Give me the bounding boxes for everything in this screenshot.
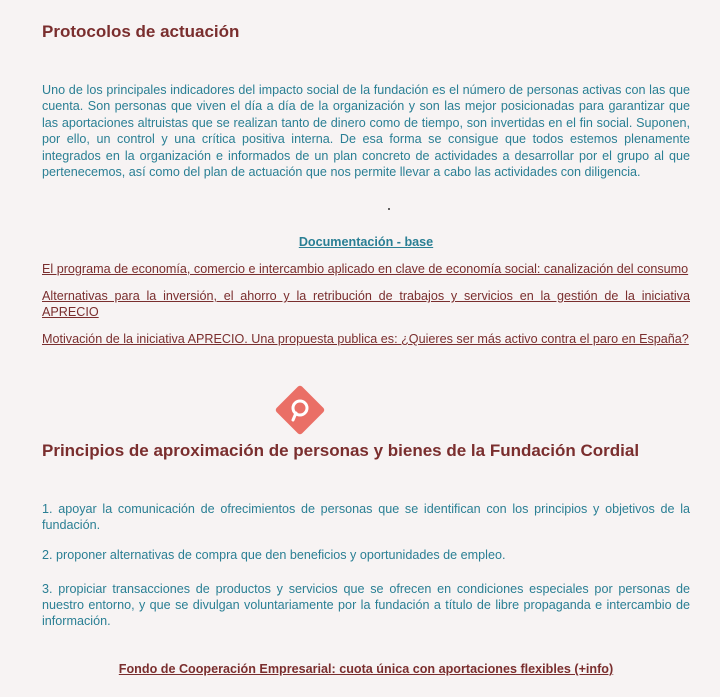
fondo-cooperacion-link[interactable]: Fondo de Cooperación Empresarial: cuota única con aportaciones flexibles (+info) xyxy=(118,662,614,676)
list-item xyxy=(42,261,690,277)
map-marker-icon[interactable] xyxy=(270,380,330,440)
list-item: 1. apoyar la comunicación de ofrecimientos de personas que se identifican con los principios y objetivos de la fundación. xyxy=(42,502,690,532)
doc-link-motivacion[interactable]: Motivación de la iniciativa APRECIO. Una propuesta publica es: ¿Quieres ser más activo contra el paro en España? xyxy=(42,332,689,346)
list-item: 3. propiciar transacciones de productos y servicios que se ofrecen en condiciones especiales por personas de nuestro entorno, y que se divulgan voluntariamente por la fundación a título de libre propaganda e intercambio de información. xyxy=(42,582,690,628)
section-title-principios: Principios de aproximación de personas y bienes de la Fundación Cordial xyxy=(42,441,640,460)
list-item: 2. proponer alternativas de compra que den beneficios y oportunidades de empleo. xyxy=(42,548,506,562)
documentation-links-list xyxy=(42,261,690,358)
principles-list xyxy=(42,501,690,643)
list-item xyxy=(42,331,690,347)
doc-link-alternativas[interactable]: Alternativas para la inversión, el ahorro y la retribución de trabajos y servicios en la gestión de la iniciativa APRECIO xyxy=(42,289,690,319)
intro-paragraph: Uno de los principales indicadores del impacto social de la fundación es el número de personas activas con las que cuenta. Son personas que viven el día a día de la organización y son las mejor posicionadas para garantizar que las aportaciones altruistas que se realizan tanto de dinero como de tiempo, son invertidas en el fin social. Suponen, por ello, un control y una crítica positiva interna. De esa forma se consigue que todos estemos plenamente integrados en la organización e informados de un plan concreto de actividades a desarrollar por el grupo al que pertenecemos, así como del plan de actuación que nos permite llevar a cabo las actividades con diligencia. xyxy=(42,83,690,180)
stray-dot xyxy=(388,208,390,210)
list-item xyxy=(42,288,690,320)
section-title-protocolos: Protocolos de actuación xyxy=(42,22,240,41)
doc-link-programa[interactable]: El programa de economía, comercio e intercambio aplicado en clave de economía social: canalización del consumo xyxy=(42,262,689,276)
documentation-heading-link[interactable]: Documentación - base xyxy=(298,235,434,249)
